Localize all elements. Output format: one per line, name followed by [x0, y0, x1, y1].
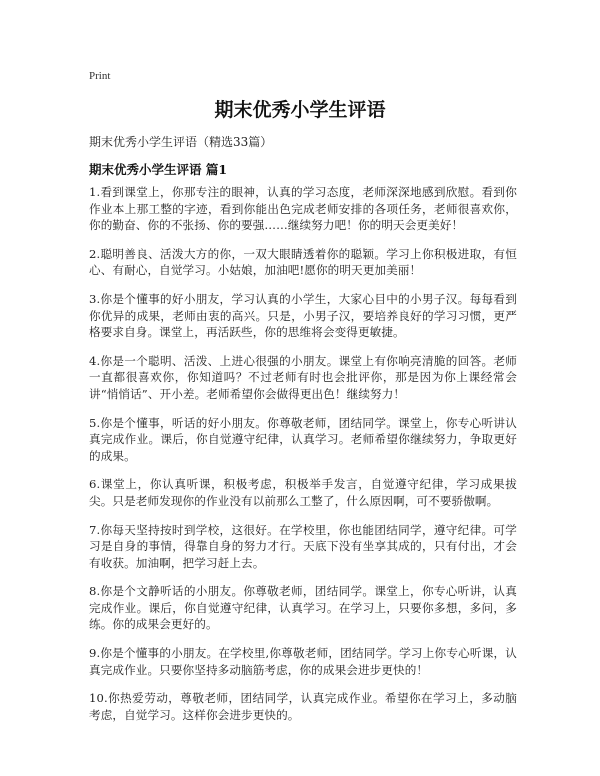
comment-paragraph-1: 1.看到课堂上，你那专注的眼神，认真的学习态度，老师深深地感到欣慰。看到你作业本上那工整的字迹，看到你能出色完成老师安排的各项任务，老师很喜欢你，你的勤奋、你的不张扬、你的要强……继续努力吧！你的明天会更美好！	[89, 185, 517, 233]
comment-paragraph-5: 5.你是个懂事，听话的好小朋友。你尊敬老师，团结同学。课堂上，你专心听讲认真完成作业。课后，你自觉遵守纪律，认真学习。老师希望你继续努力，争取更好的成果。	[89, 415, 517, 463]
comment-paragraph-7: 7.你每天坚持按时到学校，这很好。在学校里，你也能团结同学，遵守纪律。可学习是自身的事情，得靠自身的努力才行。天底下没有坐享其成的，只有付出，才会有收获。加油啊，把学习赶上去。	[89, 522, 517, 570]
comment-paragraph-10: 10.你热爱劳动，尊敬老师，团结同学，认真完成作业。希望你在学习上，多动脑考虑，自觉学习。这样你会进步更快的。	[89, 691, 517, 722]
document-subtitle: 期末优秀小学生评语（精选33篇）	[89, 135, 273, 149]
comment-paragraph-8: 8.你是个文静听话的小朋友。你尊敬老师，团结同学。课堂上，你专心听讲，认真完成作业。课后，你自觉遵守纪律，认真学习。在学习上，只要你多想，多问，多练。你的成果会更好的。	[89, 584, 517, 632]
comment-paragraph-4: 4.你是一个聪明、活泼、上进心很强的小朋友。课堂上有你响亮清脆的回答。老师一直都很喜欢你，你知道吗？不过老师有时也会批评你，那是因为你上课经常会讲“悄悄话”、开小差。老师希望你会做得更出色！继续努力！	[89, 353, 517, 401]
comment-paragraph-3: 3.你是个懂事的好小朋友，学习认真的小学生，大家心目中的小男子汉。每每看到你优异的成果，老师由衷的高兴。只是，小男子汉，要培养良好的学习习惯，更严格要求自身。课堂上，再活跃些，你的思维将会变得更敏捷。	[89, 291, 517, 340]
section-heading: 期末优秀小学生评语 篇1	[89, 162, 228, 177]
comment-list	[89, 184, 517, 735]
print-link[interactable]: Print	[89, 70, 111, 82]
comment-paragraph-2: 2.聪明善良、活泼大方的你，一双大眼睛透着你的聪颖。学习上你积极进取，有恒心、有耐心，自觉学习。小姑娘，加油吧!愿你的明天更加美丽！	[89, 246, 517, 278]
comment-paragraph-6: 6.课堂上，你认真听课，积极考虑，积极举手发言，自觉遵守纪律，学习成果拔尖。只是老师发现你的作业没有以前那么工整了，什么原因啊，可不要骄傲啊。	[89, 477, 517, 508]
document-title: 期末优秀小学生评语	[214, 99, 386, 121]
comment-paragraph-9: 9.你是个懂事的小朋友。在学校里,你尊敬老师，团结同学。学习上你专心听课，认真完成作业。只要你坚持多动脑筋考虑，你的成果会进步更快的！	[89, 646, 517, 677]
